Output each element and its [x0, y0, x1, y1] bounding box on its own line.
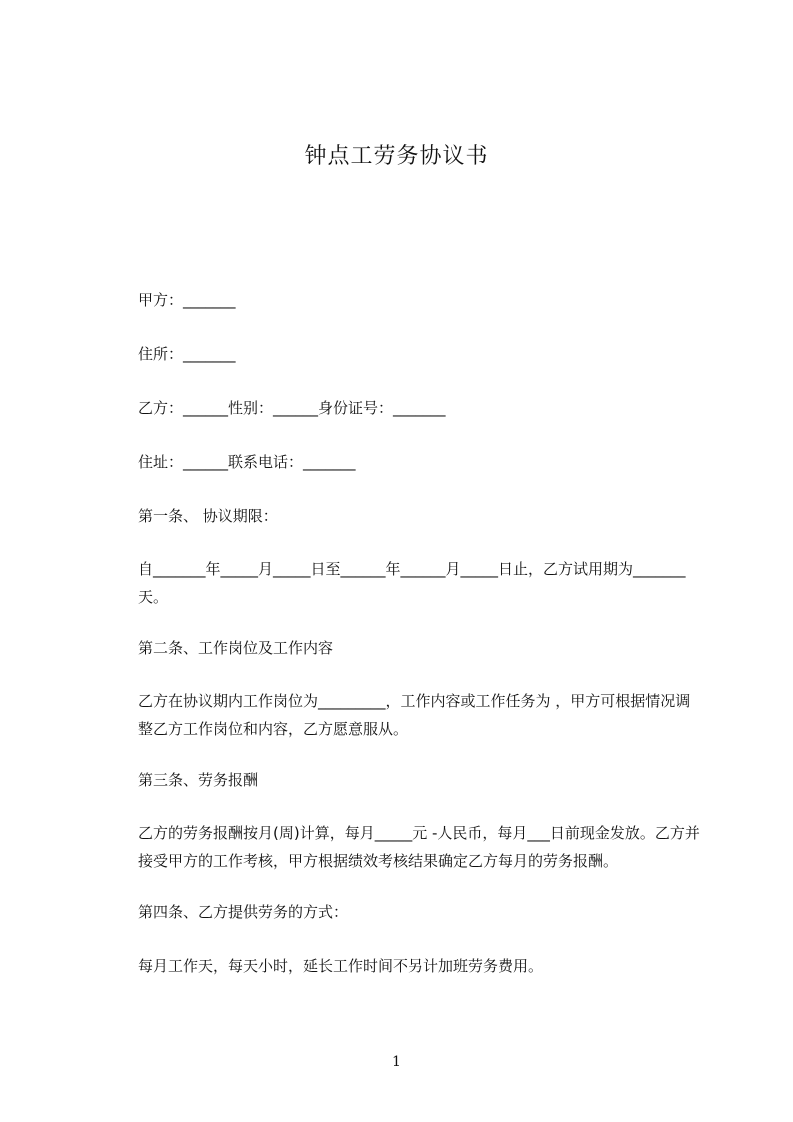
party-b-line: 乙方：______性别：______身份证号：_______ — [138, 399, 446, 417]
article-3-body: 乙方的劳务报酬按月(周)计算，每月_____元 -人民币，每月___日前现金发放。乙方并接受甲方的工作考核，甲方根据绩效考核结果确定乙方每月的劳务报酬。 — [138, 824, 700, 870]
document-title: 钟点工劳务协议书 — [304, 144, 489, 169]
party-b-address-line: 住址：______联系电话：_______ — [138, 453, 356, 471]
article-1-body: 自_______年_____月_____日至______年______月_____日止，乙方试用期为_______天。 — [138, 560, 686, 606]
party-a-line: 甲方：_______ — [138, 291, 236, 309]
article-2-body: 乙方在协议期内工作岗位为_________，工作内容或工作任务为 ，甲方可根据情况调整乙方工作岗位和内容，乙方愿意服从。 — [138, 692, 691, 738]
article-1-heading: 第一条、 协议期限： — [138, 507, 278, 525]
article-2-heading: 第二条、工作岗位及工作内容 — [138, 639, 334, 657]
article-3-heading: 第三条、劳务报酬 — [138, 771, 259, 789]
party-a-address-line: 住所：_______ — [138, 345, 236, 363]
page-number: 1 — [392, 1054, 401, 1070]
article-4-body: 每月工作天，每天小时，延长工作时间不另计加班劳务费用。 — [138, 957, 544, 975]
article-4-heading: 第四条、乙方提供劳务的方式： — [138, 903, 349, 921]
